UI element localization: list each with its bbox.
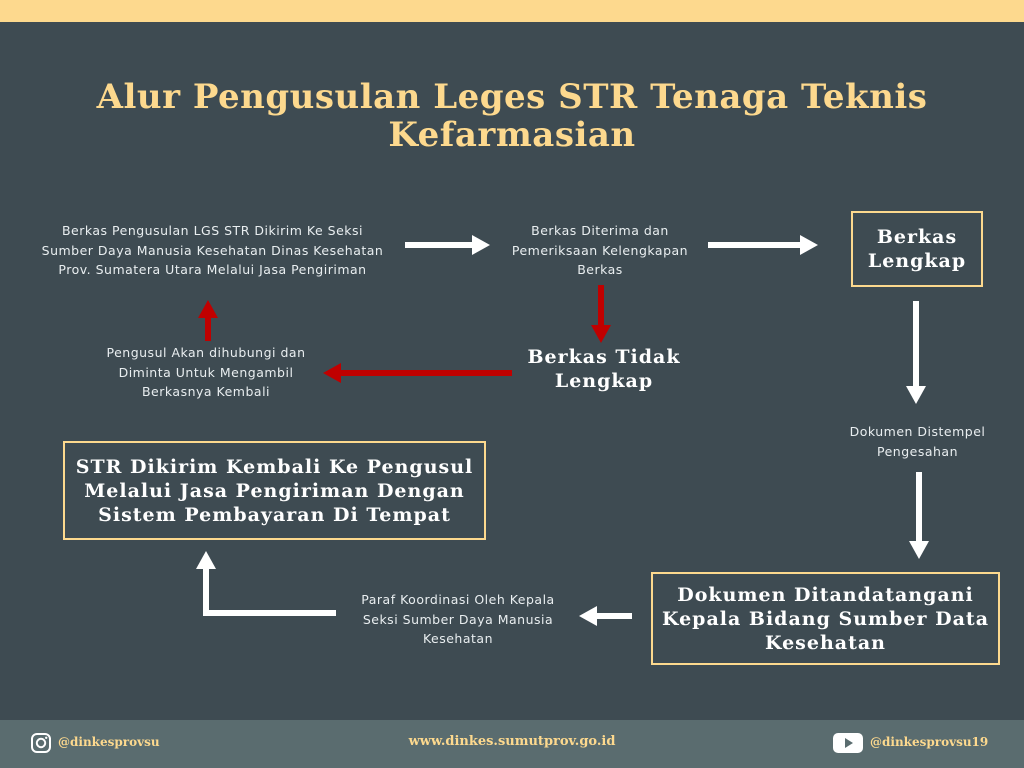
step-incomplete: Berkas Tidak Lengkap — [527, 346, 681, 392]
arrow-paraf-to-sent-back — [196, 551, 336, 616]
arrow-stamped-to-signed — [909, 472, 929, 559]
footer-instagram[interactable]: @dinkesprovsu — [58, 735, 160, 749]
arrow-complete-to-stamped — [906, 301, 926, 404]
footer-youtube[interactable]: @dinkesprovsu19 — [870, 735, 989, 749]
footer-website[interactable]: www.dinkes.sumutprov.go.id — [408, 734, 616, 749]
arrow-submit-to-received — [405, 235, 490, 255]
step-sent-back: STR Dikirim Kembali Ke Pengusul Melalui Jasa Pengiriman Dengan Sistem Pembayaran Di Tempat — [75, 455, 474, 526]
step-stamped: Dokumen Distempel Pengesahan — [849, 424, 986, 459]
page-title-line-2: Kefarmasian — [388, 115, 636, 155]
arrow-contacted-to-submit — [198, 300, 218, 341]
arrow-signed-to-paraf — [579, 606, 632, 626]
step-paraf: Paraf Koordinasi Oleh Kepala Seksi Sumber Daya Manusia Kesehatan — [361, 592, 555, 646]
page-title-line-1: Alur Pengusulan Leges STR Tenaga Teknis — [96, 77, 928, 117]
arrow-received-to-incomplete — [591, 285, 611, 343]
step-contacted: Pengusul Akan dihubungi dan Diminta Untuk Mengambil Berkasnya Kembali — [106, 345, 306, 399]
arrow-received-to-complete — [708, 235, 818, 255]
step-received: Berkas Diterima dan Pemeriksaan Kelengkapan Berkas — [511, 223, 689, 277]
step-signed: Dokumen Ditandatangani Kepala Bidang Sumber Data Kesehatan — [661, 583, 990, 654]
arrow-incomplete-to-contacted — [323, 363, 512, 383]
step-submit: Berkas Pengusulan LGS STR Dikirim Ke Seksi Sumber Daya Manusia Kesehatan Dinas Kesehatan Prov. Sumatera Utara Melalui Jasa Pengiriman — [41, 223, 384, 277]
youtube-icon — [832, 732, 864, 754]
step-complete: Berkas Lengkap — [867, 226, 967, 272]
